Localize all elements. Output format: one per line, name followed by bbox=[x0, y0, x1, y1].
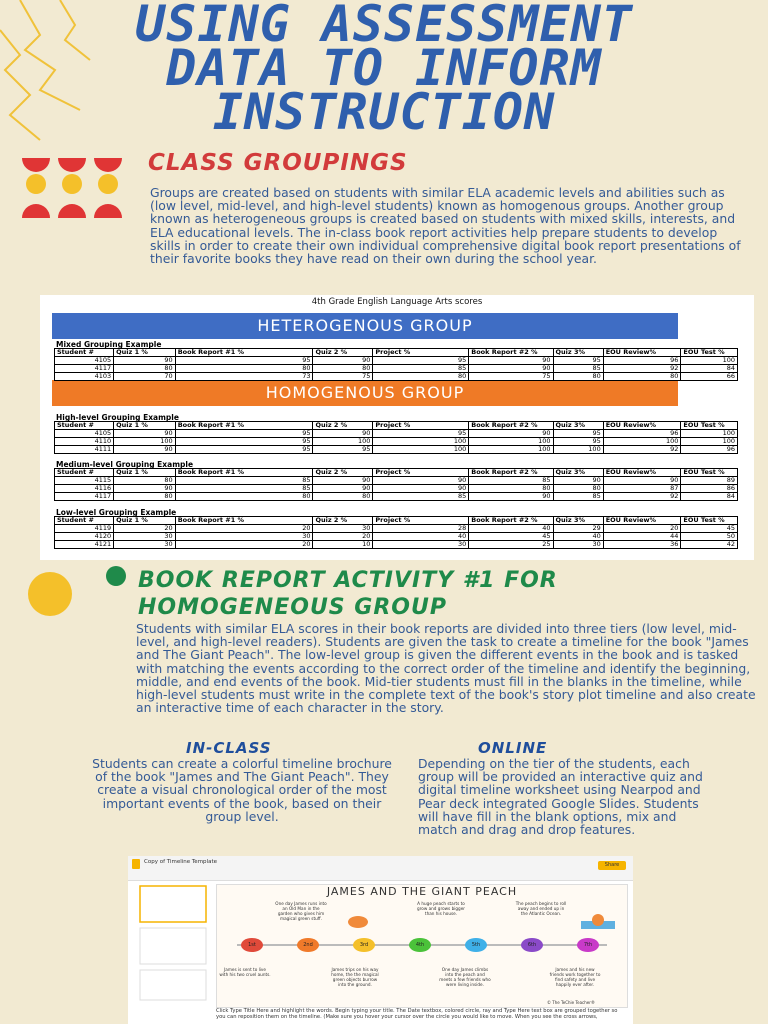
table-cell: 96 bbox=[603, 430, 681, 438]
table-cell: 80 bbox=[114, 477, 176, 485]
table-cell: 100 bbox=[114, 438, 176, 446]
table-cell: 96 bbox=[681, 446, 738, 454]
column-header: EOU Test % bbox=[681, 469, 738, 477]
table-cell: 90 bbox=[114, 430, 176, 438]
scores-table bbox=[54, 516, 738, 549]
table-cell: 80 bbox=[469, 485, 553, 493]
table-row bbox=[55, 373, 738, 381]
table-row bbox=[55, 365, 738, 373]
table-row bbox=[55, 493, 738, 501]
column-header: Quiz 2 % bbox=[313, 422, 373, 430]
table-cell: 95 bbox=[373, 357, 469, 365]
table-row bbox=[55, 533, 738, 541]
yellow-dot-decoration bbox=[28, 572, 72, 616]
column-header: Quiz 1 % bbox=[114, 517, 176, 525]
group-label: Mixed Grouping Example bbox=[56, 340, 162, 349]
table-cell: 90 bbox=[553, 477, 603, 485]
slide-title: JAMES AND THE GIANT PEACH bbox=[326, 885, 518, 898]
column-header: Student # bbox=[55, 349, 114, 357]
slides-logo-icon bbox=[132, 859, 140, 869]
column-header: Student # bbox=[55, 517, 114, 525]
column-header: Student # bbox=[55, 422, 114, 430]
online-heading: ONLINE bbox=[478, 739, 548, 757]
column-header: Quiz 1 % bbox=[114, 422, 176, 430]
table-cell: 92 bbox=[603, 365, 681, 373]
table-cell: 30 bbox=[175, 533, 313, 541]
table-cell: 90 bbox=[114, 485, 176, 493]
column-header: Quiz 1 % bbox=[114, 349, 176, 357]
column-header: Quiz 3% bbox=[553, 469, 603, 477]
homogenous-group-band: HOMOGENOUS GROUP bbox=[52, 380, 678, 406]
activity-paragraph: Students with similar ELA scores in their book reports are divided into three tiers (low level, mid-level, and high-level readers). Students are given the task to create a timeline for the book "James and The Giant Peach". The low-level group is given the different events in the book and is tasked with matching the events according to the correct order of the timeline and identify the beginning, middle, and end events of the book. Mid-tier students must fill in the blanks in the timeline, while high-level students must write in the complete text of the book's story plot timeline and also create an interactive time of each character in the story. bbox=[136, 621, 756, 716]
table-row bbox=[55, 541, 738, 549]
title-line-1: USING ASSESSMENT bbox=[135, 0, 633, 53]
activity-heading bbox=[138, 567, 558, 621]
in-class-paragraph: Students can create a colorful timeline brochure of the book "James and The Giant Peach". They create a visual chronological order of the most important events of the book, based on their group level. bbox=[92, 756, 392, 824]
table-row bbox=[55, 477, 738, 485]
slides-toolbar bbox=[128, 856, 633, 881]
table-cell: 28 bbox=[373, 525, 469, 533]
column-header: EOU Review% bbox=[603, 469, 681, 477]
table-cell: 85 bbox=[175, 477, 313, 485]
slide-notes: Click Type Title Here and highlight the words. Begin typing your title. The Date textbox, colored circle, ray and Type Here text box are grouped together so you can reposition them on the timeline. (Make sure you hover your cursor over the circle you would like to move. When you see the cross arrows, bbox=[216, 1008, 618, 1020]
column-header: Book Report #2 % bbox=[469, 422, 553, 430]
table-cell: 85 bbox=[373, 493, 469, 501]
table-cell: 85 bbox=[553, 365, 603, 373]
table-cell: 75 bbox=[313, 373, 373, 381]
table-cell: 75 bbox=[469, 373, 553, 381]
table-cell: 70 bbox=[114, 373, 176, 381]
top-event-3: The peach begins to roll away and ended up in the Atlantic Ocean. bbox=[515, 901, 567, 916]
online-paragraph: Depending on the tier of the students, each group will be provided an interactive quiz and digital timeline worksheet using Nearpod and Pear deck integrated Google Slides. Students will have fill in the blank options, mix and match and drag and drop features. bbox=[418, 756, 703, 838]
table-cell: 95 bbox=[553, 438, 603, 446]
table-cell: 90 bbox=[469, 365, 553, 373]
table-cell: 4120 bbox=[55, 533, 114, 541]
table-cell: 80 bbox=[553, 373, 603, 381]
table-cell: 100 bbox=[681, 438, 738, 446]
table-cell: 92 bbox=[603, 493, 681, 501]
timeline-slides-screenshot bbox=[128, 856, 633, 1024]
table-row bbox=[55, 446, 738, 454]
table-cell: 80 bbox=[373, 373, 469, 381]
table-cell: 30 bbox=[553, 541, 603, 549]
top-event-1: One day James runs into an Old Man in the garden who gives him magical green stuff. bbox=[275, 901, 327, 921]
activity-heading-line-1: BOOK REPORT ACTIVITY #1 FOR bbox=[138, 568, 558, 593]
table-cell: 29 bbox=[553, 525, 603, 533]
scores-spreadsheet bbox=[40, 295, 754, 560]
table-cell: 100 bbox=[681, 357, 738, 365]
table-cell: 100 bbox=[603, 438, 681, 446]
group-label: Medium-level Grouping Example bbox=[56, 460, 194, 469]
table-cell: 95 bbox=[373, 430, 469, 438]
table-cell: 36 bbox=[603, 541, 681, 549]
column-header: Book Report #2 % bbox=[469, 349, 553, 357]
table-cell: 100 bbox=[373, 446, 469, 454]
scores-table bbox=[54, 421, 738, 454]
table-cell: 66 bbox=[681, 373, 738, 381]
table-cell: 90 bbox=[469, 493, 553, 501]
table-cell: 90 bbox=[114, 357, 176, 365]
table-cell: 4110 bbox=[55, 438, 114, 446]
table-cell: 100 bbox=[469, 446, 553, 454]
column-header: EOU Review% bbox=[603, 349, 681, 357]
column-header: Quiz 1 % bbox=[114, 469, 176, 477]
table-cell: 4116 bbox=[55, 485, 114, 493]
table-cell: 50 bbox=[681, 533, 738, 541]
table-cell: 30 bbox=[114, 541, 176, 549]
column-header: Project % bbox=[373, 517, 469, 525]
table-cell: 30 bbox=[114, 533, 176, 541]
table-cell: 40 bbox=[469, 525, 553, 533]
table-header-row bbox=[55, 469, 738, 477]
table-cell: 30 bbox=[373, 541, 469, 549]
column-header: Project % bbox=[373, 349, 469, 357]
table-cell: 4111 bbox=[55, 446, 114, 454]
table-cell: 85 bbox=[373, 365, 469, 373]
timeline-slide bbox=[216, 884, 628, 1008]
table-cell: 4119 bbox=[55, 525, 114, 533]
table-cell: 73 bbox=[175, 373, 313, 381]
heterogenous-group-band: HETEROGENOUS GROUP bbox=[52, 313, 678, 339]
table-cell: 25 bbox=[469, 541, 553, 549]
column-header: Book Report #1 % bbox=[175, 422, 313, 430]
table-cell: 90 bbox=[313, 357, 373, 365]
table-cell: 20 bbox=[175, 541, 313, 549]
table-cell: 86 bbox=[681, 485, 738, 493]
table-cell: 80 bbox=[175, 493, 313, 501]
column-header: Quiz 3% bbox=[553, 422, 603, 430]
timeline-step-circle[interactable]: 4th bbox=[409, 938, 431, 952]
table-cell: 96 bbox=[603, 357, 681, 365]
table-cell: 85 bbox=[553, 493, 603, 501]
table-cell: 95 bbox=[175, 430, 313, 438]
page-title bbox=[0, 0, 768, 141]
column-header: Book Report #1 % bbox=[175, 469, 313, 477]
timeline-step-circle[interactable]: 6th bbox=[521, 938, 543, 952]
table-cell: 100 bbox=[469, 438, 553, 446]
table-row bbox=[55, 485, 738, 493]
title-line-3: INSTRUCTION bbox=[212, 83, 556, 141]
table-row bbox=[55, 357, 738, 365]
table-cell: 80 bbox=[313, 493, 373, 501]
table-cell: 4115 bbox=[55, 477, 114, 485]
table-cell: 80 bbox=[603, 373, 681, 381]
column-header: Quiz 2 % bbox=[313, 469, 373, 477]
table-cell: 40 bbox=[373, 533, 469, 541]
table-cell: 80 bbox=[175, 365, 313, 373]
bottom-event-1: James is sent to live with his two cruel aunts. bbox=[219, 967, 271, 977]
table-cell: 95 bbox=[553, 357, 603, 365]
green-dot-decoration bbox=[106, 566, 126, 586]
column-header: EOU Test % bbox=[681, 422, 738, 430]
table-cell: 90 bbox=[313, 485, 373, 493]
table-cell: 20 bbox=[175, 525, 313, 533]
table-cell: 89 bbox=[681, 477, 738, 485]
table-cell: 100 bbox=[553, 446, 603, 454]
table-cell: 90 bbox=[603, 477, 681, 485]
credit-text: © The TeChie Teacher® bbox=[547, 1000, 595, 1005]
table-cell: 45 bbox=[469, 533, 553, 541]
table-cell: 80 bbox=[313, 365, 373, 373]
peach-image bbox=[345, 915, 371, 929]
table-cell: 42 bbox=[681, 541, 738, 549]
table-cell: 90 bbox=[469, 430, 553, 438]
table-cell: 90 bbox=[373, 485, 469, 493]
slide-thumbnails bbox=[130, 882, 210, 1002]
table-cell: 4105 bbox=[55, 357, 114, 365]
table-cell: 84 bbox=[681, 493, 738, 501]
timeline-step-circle[interactable]: 1st bbox=[241, 938, 263, 952]
top-event-2: A huge peach starts to grow and grows bigger than his house. bbox=[416, 901, 466, 916]
table-cell: 100 bbox=[313, 438, 373, 446]
column-header: EOU Test % bbox=[681, 349, 738, 357]
table-cell: 87 bbox=[603, 485, 681, 493]
column-header: Student # bbox=[55, 469, 114, 477]
table-cell: 80 bbox=[553, 485, 603, 493]
table-cell: 80 bbox=[114, 365, 176, 373]
bottom-event-3: One day James climbs into the peach and meets a few friends who were living inside. bbox=[439, 967, 491, 987]
table-cell: 44 bbox=[603, 533, 681, 541]
column-header: EOU Test % bbox=[681, 517, 738, 525]
table-row bbox=[55, 525, 738, 533]
table-row bbox=[55, 438, 738, 446]
table-header-row bbox=[55, 349, 738, 357]
sheet-title: 4th Grade English Language Arts scores bbox=[311, 297, 483, 307]
table-cell: 85 bbox=[175, 485, 313, 493]
table-cell: 40 bbox=[553, 533, 603, 541]
in-class-heading: IN-CLASS bbox=[186, 739, 272, 757]
table-cell: 90 bbox=[313, 430, 373, 438]
table-cell: 84 bbox=[681, 365, 738, 373]
peach-ocean-image bbox=[581, 911, 615, 929]
timeline-step-circle[interactable]: 2nd bbox=[297, 938, 319, 952]
group-label: Low-level Grouping Example bbox=[56, 508, 177, 517]
table-cell: 95 bbox=[175, 438, 313, 446]
column-header: EOU Review% bbox=[603, 422, 681, 430]
table-cell: 100 bbox=[373, 438, 469, 446]
table-cell: 45 bbox=[681, 525, 738, 533]
table-cell: 85 bbox=[469, 477, 553, 485]
scores-table bbox=[54, 468, 738, 501]
activity-heading-line-2: HOMOGENEOUS GROUP bbox=[138, 595, 447, 620]
column-header: Book Report #2 % bbox=[469, 517, 553, 525]
title-line-2: DATA TO INFORM bbox=[166, 39, 602, 97]
scores-table bbox=[54, 348, 738, 381]
table-header-row bbox=[55, 422, 738, 430]
share-button[interactable]: Share bbox=[598, 861, 626, 870]
table-cell: 90 bbox=[313, 477, 373, 485]
column-header: Quiz 2 % bbox=[313, 349, 373, 357]
column-header: Quiz 3% bbox=[553, 517, 603, 525]
table-cell: 90 bbox=[373, 477, 469, 485]
table-cell: 4117 bbox=[55, 493, 114, 501]
table-header-row bbox=[55, 517, 738, 525]
table-cell: 20 bbox=[313, 533, 373, 541]
column-header: Quiz 2 % bbox=[313, 517, 373, 525]
bottom-event-4: James and his new friends work together to find safety and live happily ever after. bbox=[549, 967, 601, 987]
timeline-step-circle[interactable]: 3rd bbox=[353, 938, 375, 952]
column-header: EOU Review% bbox=[603, 517, 681, 525]
table-cell: 20 bbox=[603, 525, 681, 533]
semicircle-decoration bbox=[14, 150, 124, 220]
timeline-step-circle[interactable]: 7th bbox=[577, 938, 599, 952]
table-cell: 4103 bbox=[55, 373, 114, 381]
table-cell: 4105 bbox=[55, 430, 114, 438]
table-row bbox=[55, 430, 738, 438]
slides-doc-title: Copy of Timeline Template bbox=[144, 859, 217, 865]
column-header: Book Report #2 % bbox=[469, 469, 553, 477]
class-groupings-paragraph: Groups are created based on students with similar ELA academic levels and abilities such as (low level, mid-level, and high-level students) known as homogenous groups. Another group known as heterogeneous groups is created based on students with mixed skills, interests, and ELA educational levels. The in-class book report activities help prepare students to develop skills in order to create their own individual comprehensive digital book report presentations of their favorite books they have read on their own during the school year. bbox=[150, 185, 741, 267]
table-cell: 90 bbox=[469, 357, 553, 365]
group-label: High-level Grouping Example bbox=[56, 413, 179, 422]
column-header: Book Report #1 % bbox=[175, 349, 313, 357]
table-cell: 95 bbox=[175, 446, 313, 454]
column-header: Book Report #1 % bbox=[175, 517, 313, 525]
table-cell: 100 bbox=[681, 430, 738, 438]
table-cell: 95 bbox=[553, 430, 603, 438]
table-cell: 90 bbox=[114, 446, 176, 454]
column-header: Project % bbox=[373, 469, 469, 477]
table-cell: 20 bbox=[114, 525, 176, 533]
table-cell: 95 bbox=[175, 357, 313, 365]
table-cell: 95 bbox=[313, 446, 373, 454]
table-cell: 10 bbox=[313, 541, 373, 549]
column-header: Project % bbox=[373, 422, 469, 430]
class-groupings-heading: CLASS GROUPINGS bbox=[148, 150, 408, 176]
table-cell: 4117 bbox=[55, 365, 114, 373]
bottom-event-2: James trips on his way home, the the magical green objects burrow into the ground. bbox=[331, 967, 379, 987]
column-header: Quiz 3% bbox=[553, 349, 603, 357]
table-cell: 30 bbox=[313, 525, 373, 533]
timeline-step-circle[interactable]: 5th bbox=[465, 938, 487, 952]
table-cell: 92 bbox=[603, 446, 681, 454]
table-cell: 80 bbox=[114, 493, 176, 501]
table-cell: 4121 bbox=[55, 541, 114, 549]
